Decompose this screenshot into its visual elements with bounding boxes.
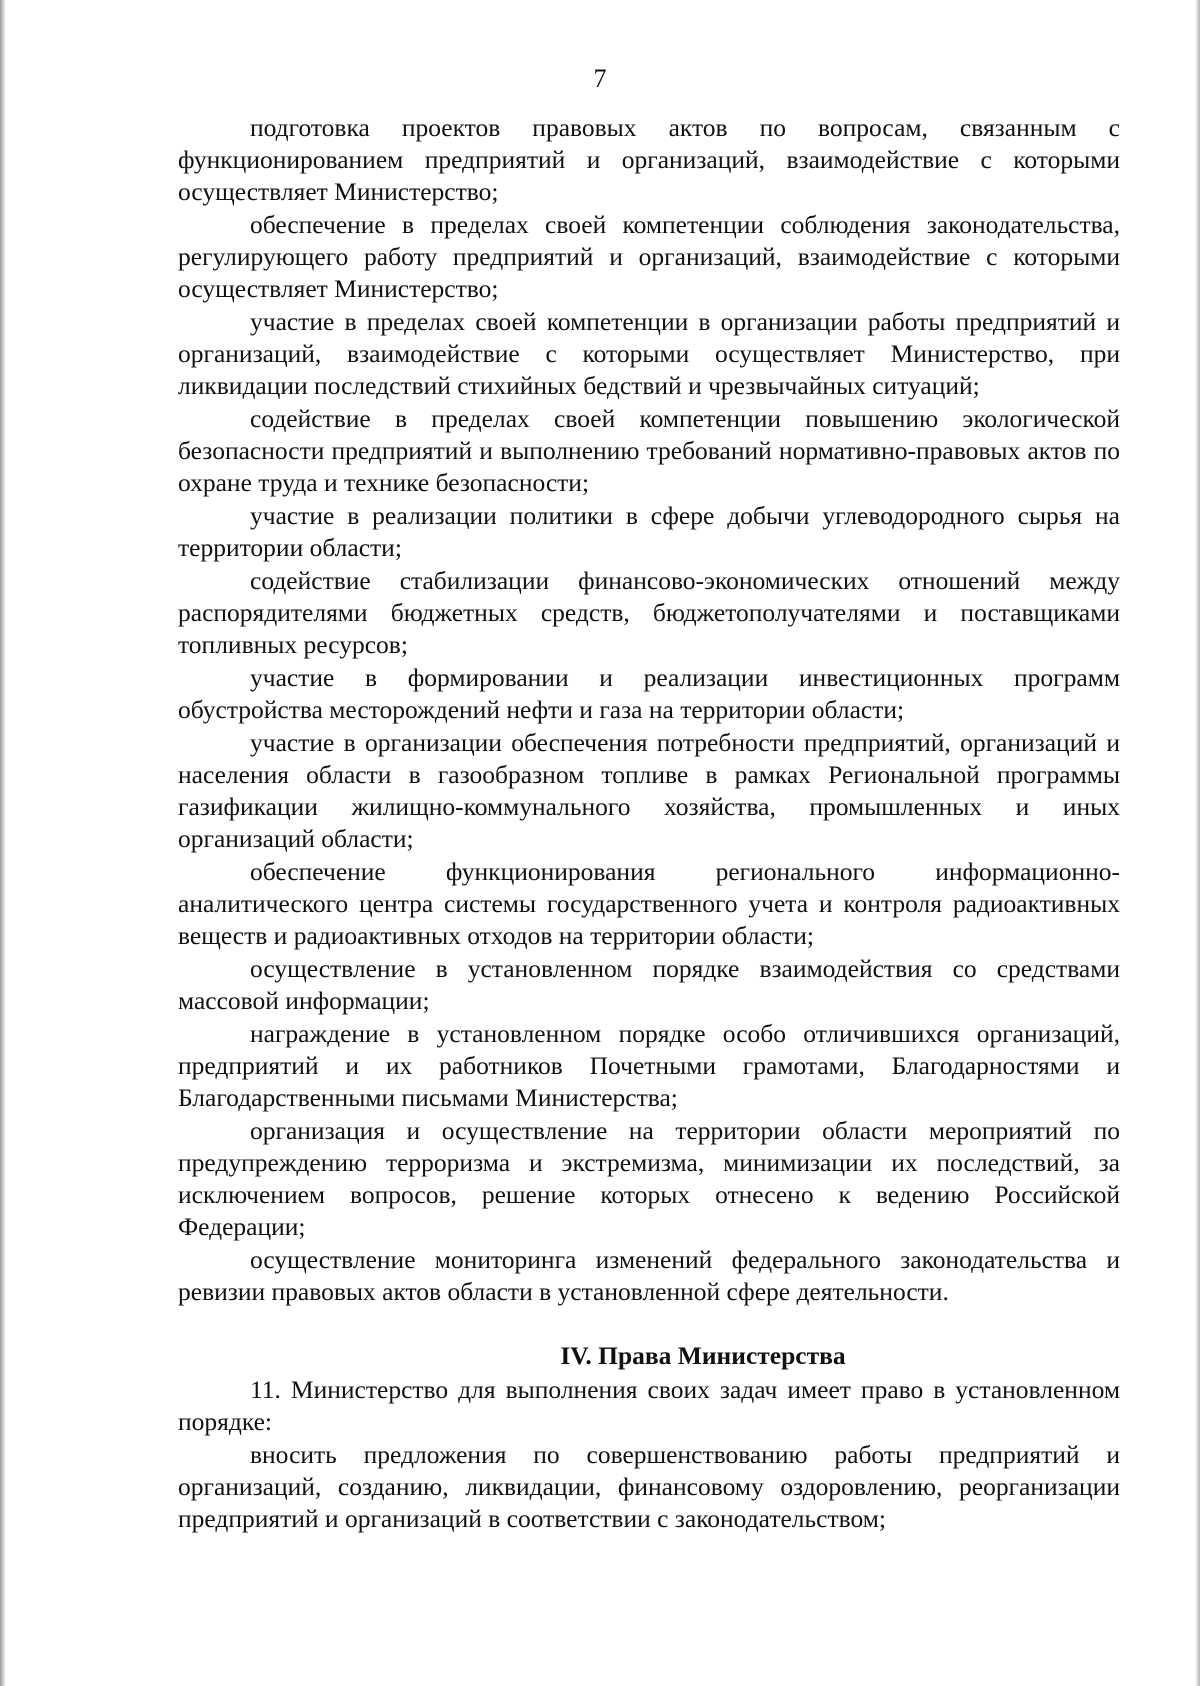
paragraph: содействие в пределах своей компетенции повышению экологической безопасности предприятий и выполнению требований нормативно-правовых актов по охране труда и технике безопасности; — [178, 404, 1120, 497]
paragraph: организация и осуществление на территории области мероприятий по предупреждению терроризма и экстремизма, минимизации их последствий, за исключением вопросов, решение которых отнесено к ведению Российской Федерации; — [178, 1116, 1120, 1241]
paragraph: участие в реализации политики в сфере добычи углеводородного сырья на территории области; — [178, 501, 1120, 562]
paragraph: 11. Министерство для выполнения своих задач имеет право в установленном порядке: — [178, 1375, 1120, 1436]
paragraph: награждение в установленном порядке особо отличившихся организаций, предприятий и их работников Почетными грамотами, Благодарностями и Благодарственными письмами Министерства; — [178, 1019, 1120, 1112]
paragraph: вносить предложения по совершенствованию работы предприятий и организаций, созданию, ликвидации, финансовому оздоровлению, реорганизации предприятий и организаций в соответствии с законодательством; — [178, 1440, 1120, 1533]
scan-edge-right — [1195, 0, 1200, 1686]
paragraph: обеспечение функционирования регионального информационно-аналитического центра системы государственного учета и контроля радиоактивных веществ и радиоактивных отходов на территории области; — [178, 857, 1120, 950]
paragraph: обеспечение в пределах своей компетенции соблюдения законодательства, регулирующего работу предприятий и организаций, взаимодействие с которыми осуществляет Министерство; — [178, 210, 1120, 303]
section-heading: IV. Права Министерства — [560, 1341, 846, 1370]
page-number: 7 — [593, 64, 607, 93]
paragraph: осуществление мониторинга изменений федерального законодательства и ревизии правовых актов области в установленной сфере деятельности. — [178, 1245, 1120, 1306]
paragraph: содействие стабилизации финансово-экономических отношений между распорядителями бюджетных средств, бюджетополучателями и поставщиками топливных ресурсов; — [178, 566, 1120, 659]
paragraph: участие в формировании и реализации инвестиционных программ обустройства месторождений нефти и газа на территории области; — [178, 663, 1120, 724]
document-body — [178, 112, 1120, 1536]
paragraph: подготовка проектов правовых актов по вопросам, связанным с функционированием предприятий и организаций, взаимодействие с которыми осуществляет Министерство; — [178, 113, 1120, 206]
paragraph: участие в пределах своей компетенции в организации работы предприятий и организаций, взаимодействие с которыми осуществляет Министерство, при ликвидации последствий стихийных бедствий и чрезвычайных ситуаций; — [178, 307, 1120, 400]
scan-edge-left — [0, 0, 6, 1686]
paragraph: участие в организации обеспечения потребности предприятий, организаций и населения области в газообразном топливе в рамках Региональной программы газификации жилищно-коммунального хозяйства, промышленных и иных организаций области; — [178, 728, 1120, 853]
paragraph: осуществление в установленном порядке взаимодействия со средствами массовой информации; — [178, 954, 1120, 1015]
